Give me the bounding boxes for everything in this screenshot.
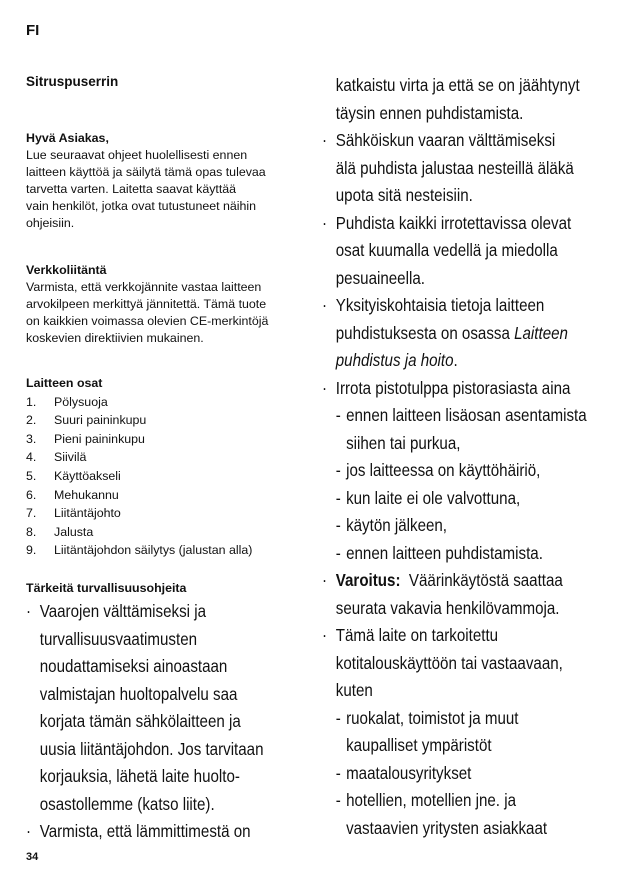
bullet-item — [322, 567, 612, 622]
text-span: . — [453, 350, 458, 370]
list-item — [26, 430, 316, 449]
bullet-list — [322, 127, 612, 842]
bullet-line: Irrota pistotulppa pistorasiasta aina — [335, 377, 571, 398]
list-item — [26, 393, 316, 412]
text-span: Väärinkäytöstä saattaa — [408, 570, 563, 590]
bullet-line: täysin ennen puhdistamista. — [335, 102, 524, 123]
parts-heading: Laitteen osat — [26, 376, 103, 390]
item-label: Pieni paininkupu — [54, 431, 145, 446]
dash-line: ennen laitteen puhdistamista. — [346, 542, 543, 563]
item-number: 9. — [26, 543, 37, 558]
network-line: on kaikkien voimassa olevien CE-merkintöjä — [26, 314, 269, 328]
dash-mark: - — [335, 405, 341, 425]
bullet-item — [322, 375, 612, 568]
page-number: 34 — [26, 851, 39, 863]
dash-line: ruokalat, toimistot ja muut — [346, 707, 519, 728]
item-number: 3. — [26, 431, 37, 446]
list-item — [26, 467, 316, 486]
item-number: 8. — [26, 524, 37, 539]
network-line: Varmista, että verkkojännite vastaa laitteen — [26, 280, 262, 294]
bullet-line: noudattamiseksi ainoastaan — [39, 656, 228, 676]
item-label: Siivilä — [54, 450, 87, 465]
dash-item — [336, 787, 612, 842]
network-line: koskevien direktiivien mukainen. — [26, 331, 204, 345]
dash-line: hotellien, motellien jne. ja — [346, 790, 516, 810]
safety-heading-wrap — [26, 580, 316, 597]
dash-list — [336, 705, 612, 843]
intro-line: tarvetta varten. Laitetta saavat käyttää — [26, 182, 237, 196]
dash-mark: - — [335, 762, 341, 783]
bullet-continuation — [322, 72, 612, 127]
bullet-mark: · — [322, 570, 328, 590]
bullet-line: osat kuumalla vedellä ja miedolla — [335, 240, 558, 260]
item-number: 7. — [26, 506, 37, 521]
safety-left-bullets — [26, 598, 316, 846]
bullet-line: kuten — [335, 680, 373, 700]
dash-list — [336, 402, 612, 567]
list-item — [26, 486, 316, 505]
language-label: FI — [26, 22, 40, 39]
intro-line: laitteen käyttöä ja säilytä tämä opas tulevaa — [26, 165, 266, 179]
bullet-line: uusia liitäntäjohdon. Jos tarvitaan — [39, 738, 264, 759]
parts-section — [26, 374, 316, 560]
bullet-line: Varmista, että lämmittimestä on — [39, 821, 251, 841]
item-label: Jalusta — [54, 524, 94, 539]
warning-label: Varoitus: — [335, 570, 401, 590]
item-label: Käyttöakseli — [54, 468, 121, 483]
item-label: Pölysuoja — [54, 394, 108, 409]
dash-mark: - — [335, 460, 341, 480]
item-label: Mehukannu — [54, 487, 119, 502]
bullet-line: älä puhdista jalustaa nesteillä äläkä — [335, 157, 574, 178]
bullet-line: kotitalouskäyttöön tai vastaavaan, — [335, 652, 563, 673]
dash-line: vastaavien yritysten asiakkaat — [346, 817, 548, 838]
bullet-mark: · — [322, 212, 328, 233]
right-column — [322, 72, 612, 842]
bullet-line — [336, 567, 612, 595]
dash-mark: - — [335, 790, 341, 810]
item-label: Suuri paininkupu — [54, 413, 147, 428]
page-title: Sitruspuserrin — [26, 74, 119, 89]
bullet-line: Sähköiskun vaaran välttämiseksi — [335, 130, 556, 150]
bullet-line: Yksityiskohtaisia tietoja laitteen — [335, 295, 545, 315]
parts-list — [26, 393, 316, 560]
dash-mark: - — [335, 515, 341, 535]
dash-line: käytön jälkeen, — [346, 515, 448, 535]
bullet-line: osastollemme (katso liite). — [39, 793, 215, 814]
text-span: puhdistuksesta on osassa — [335, 322, 515, 343]
bullet-line — [336, 320, 612, 348]
bullet-line: katkaistu virta ja että se on jäähtynyt — [335, 75, 580, 95]
section-reference: puhdistus ja hoito — [335, 350, 454, 370]
bullet-line — [336, 347, 612, 375]
item-number: 1. — [26, 394, 37, 409]
dash-item — [336, 485, 612, 513]
dash-line: siihen tai purkua, — [346, 432, 461, 453]
item-number: 4. — [26, 450, 37, 465]
bullet-item — [322, 127, 612, 210]
bullet-mark: · — [26, 601, 32, 621]
bullet-line: korjauksia, lähetä laite huolto- — [39, 766, 240, 786]
item-number: 6. — [26, 487, 37, 502]
bullet-line: Puhdista kaikki irrotettavissa olevat — [335, 212, 572, 233]
dash-line: ennen laitteen lisäosan asentamista — [346, 405, 587, 425]
list-item — [26, 523, 316, 542]
dash-line: kaupalliset ympäristöt — [346, 735, 492, 755]
list-item — [26, 541, 316, 560]
dash-mark: - — [335, 487, 341, 508]
bullet-line: korjata tämän sähkölaitteen ja — [39, 711, 241, 731]
bullet-line: Vaarojen välttämiseksi ja — [39, 601, 206, 621]
bullet-line: seurata vakavia henkilövammoja. — [335, 597, 560, 618]
bullet-line: valmistajan huoltopalvelu saa — [39, 683, 238, 704]
intro-line: ohjeisiin. — [26, 216, 75, 230]
bullet-mark: · — [322, 625, 328, 645]
bullet-line: pesuaineella. — [335, 267, 425, 288]
network-line: arvokilpeen merkittyä jännitettä. Tämä tuote — [26, 297, 267, 311]
dash-item — [336, 540, 612, 568]
list-item — [26, 411, 316, 430]
bullet-item — [322, 622, 612, 842]
bullet-mark: · — [322, 377, 328, 398]
intro-section — [26, 130, 316, 232]
dash-item — [336, 705, 612, 760]
dash-item — [336, 457, 612, 485]
bullet-item — [26, 598, 316, 818]
dash-item — [336, 402, 612, 457]
intro-heading: Hyvä Asiakas, — [26, 131, 109, 145]
bullet-mark: · — [26, 821, 32, 841]
dash-mark: - — [335, 542, 341, 563]
dash-line: jos laitteessa on käyttöhäiriö, — [346, 460, 541, 480]
network-section — [26, 262, 316, 347]
bullet-item — [322, 292, 612, 375]
bullet-line: turvallisuusvaatimusten — [39, 628, 198, 649]
item-number: 2. — [26, 413, 37, 428]
intro-line: Lue seuraavat ohjeet huolellisesti ennen — [26, 148, 248, 162]
bullet-mark: · — [322, 295, 328, 315]
dash-item — [336, 512, 612, 540]
bullet-list — [26, 598, 316, 846]
safety-heading: Tärkeitä turvallisuusohjeita — [26, 581, 187, 595]
dash-mark: - — [335, 707, 341, 728]
bullet-item — [26, 818, 316, 846]
item-label: Liitäntäjohdon säilytys (jalustan alla) — [54, 543, 253, 558]
list-item — [26, 448, 316, 467]
dash-item — [336, 760, 612, 788]
intro-line: vain henkilöt, jotka ovat tutustuneet näihin — [26, 199, 257, 213]
section-reference: Laitteen — [514, 322, 568, 343]
list-item — [26, 504, 316, 523]
bullet-line: Tämä laite on tarkoitettu — [335, 625, 499, 645]
bullet-line: upota sitä nesteisiin. — [335, 185, 473, 205]
dash-line: maatalousyritykset — [346, 762, 472, 783]
bullet-item — [322, 210, 612, 293]
dash-line: kun laite ei ole valvottuna, — [346, 487, 521, 508]
bullet-mark: · — [322, 130, 328, 150]
network-heading: Verkkoliitäntä — [26, 263, 107, 277]
item-number: 5. — [26, 468, 37, 483]
item-label: Liitäntäjohto — [54, 506, 121, 521]
